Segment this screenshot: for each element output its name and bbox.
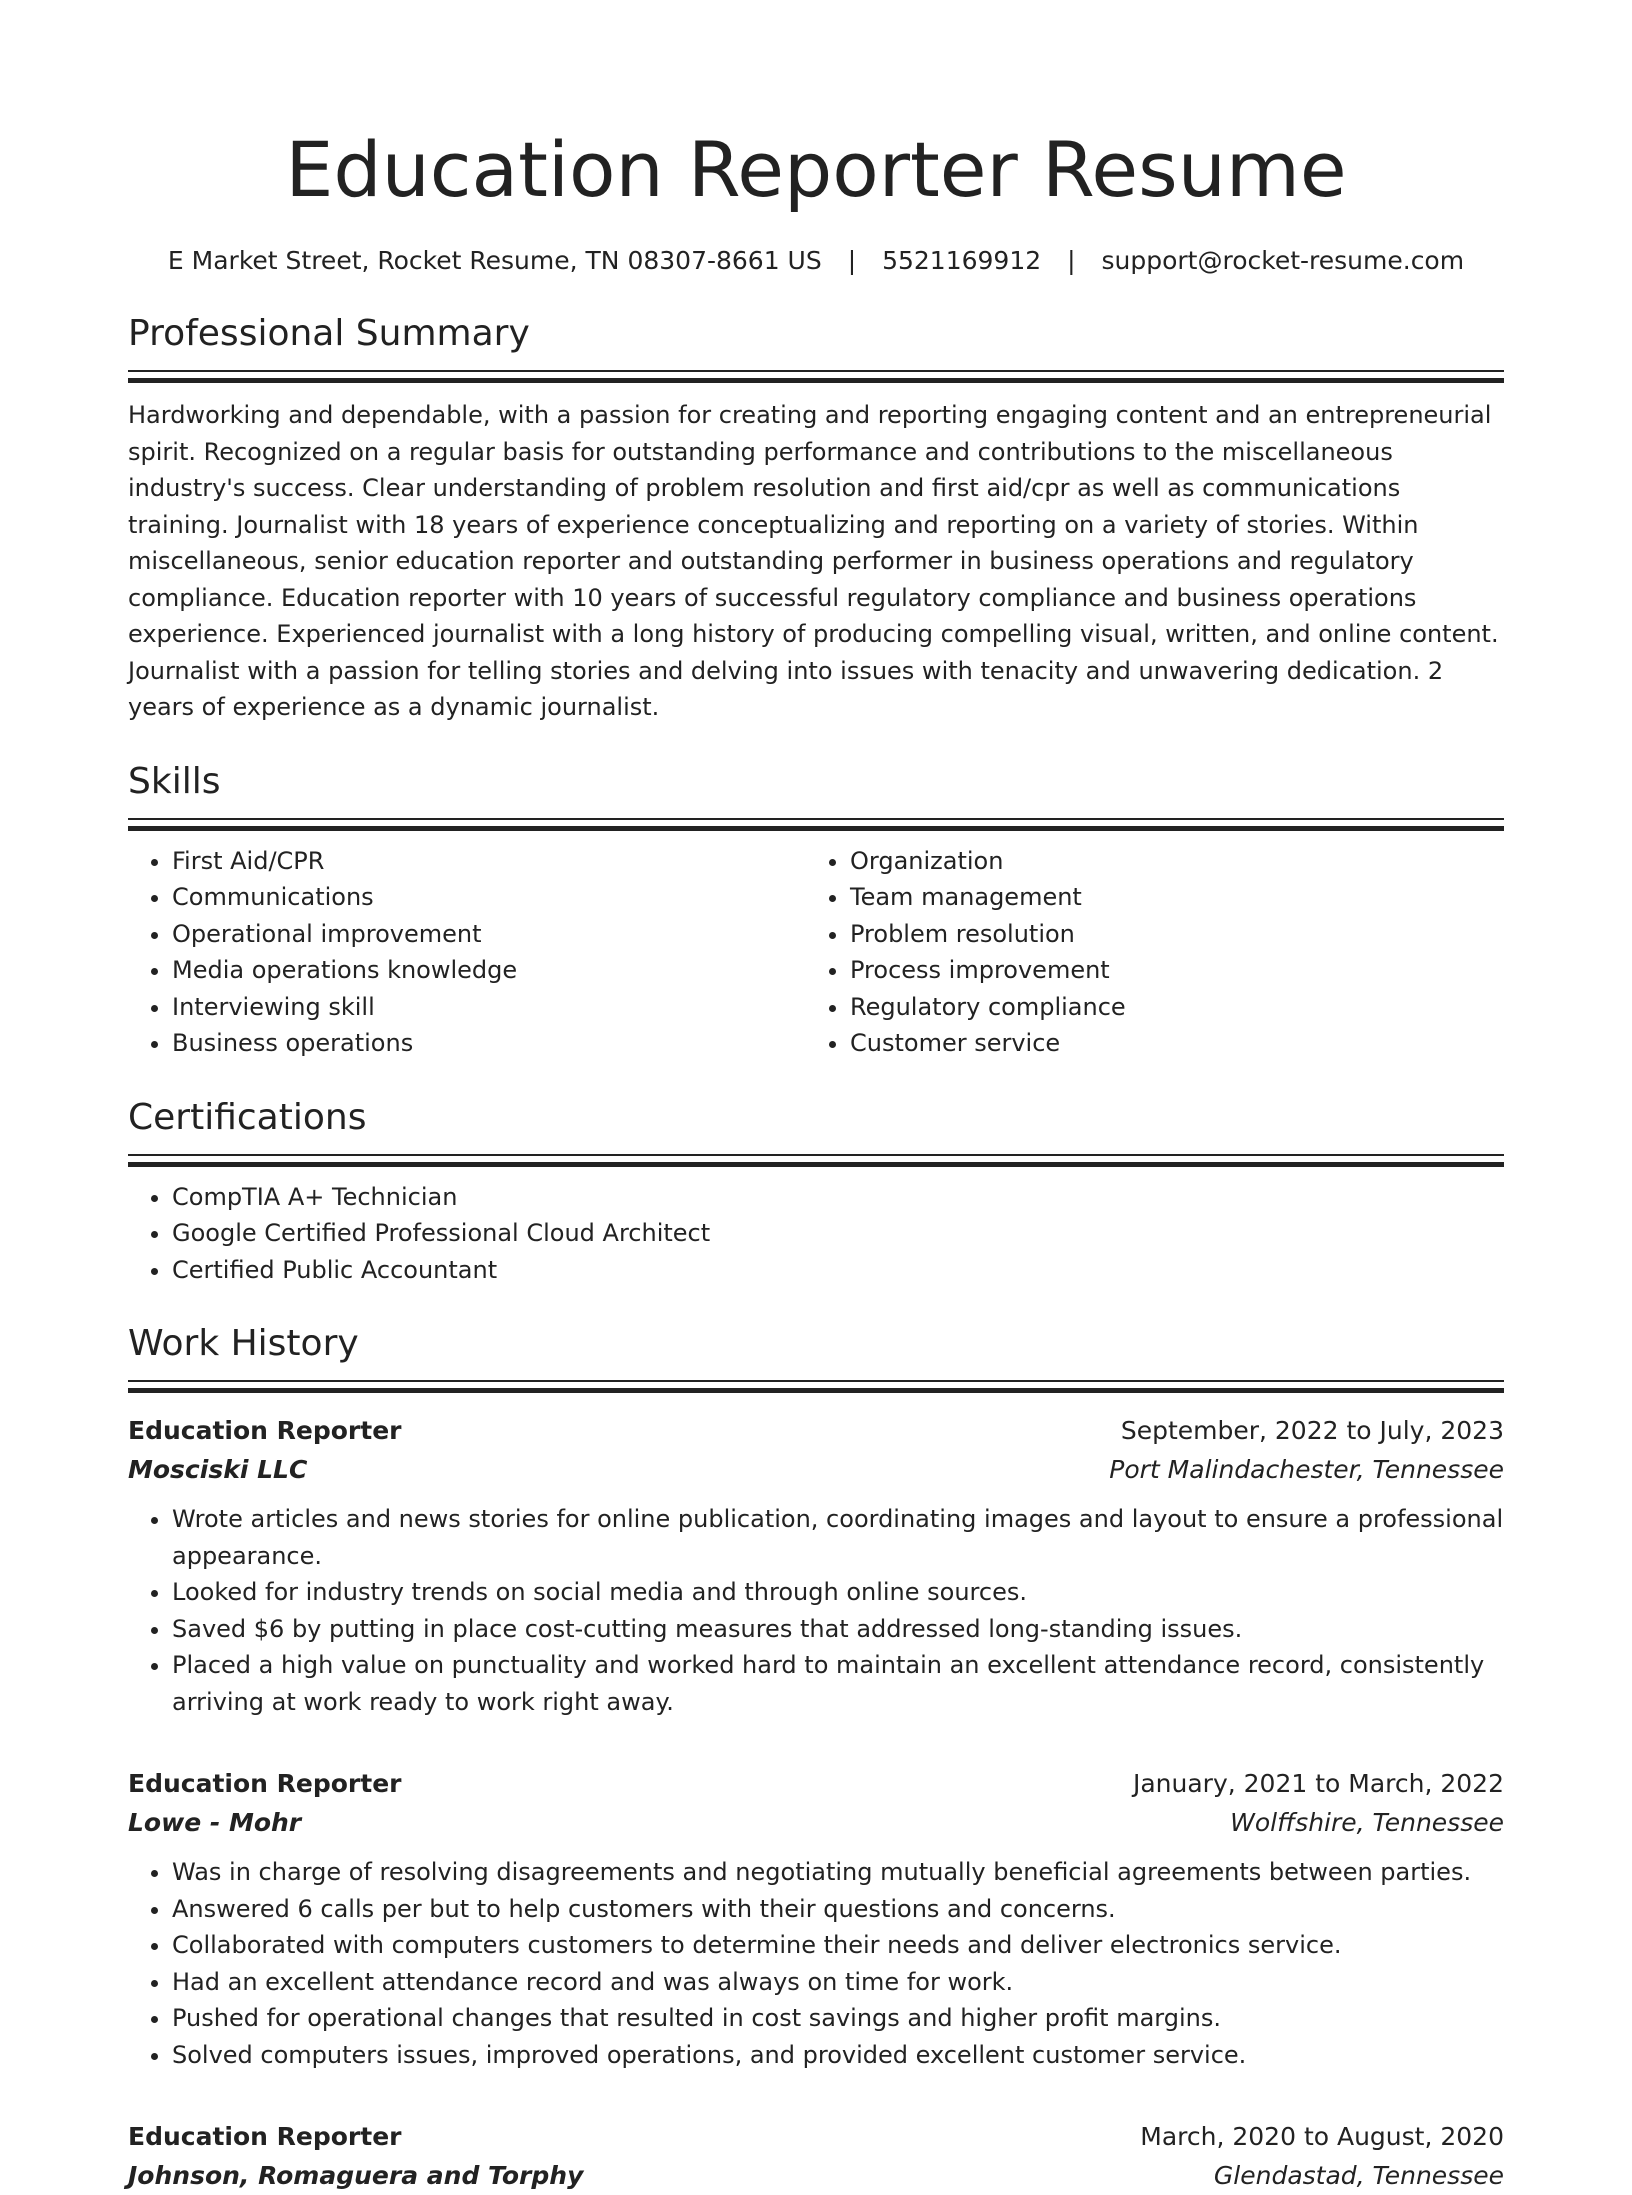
contact-email: support@rocket-resume.com — [1101, 246, 1465, 275]
work-history-section — [128, 1322, 1504, 2195]
job-company: Lowe - Mohr — [128, 1808, 302, 1837]
certifications-heading: Certifications — [128, 1096, 367, 1138]
job-title: Education Reporter — [128, 1416, 402, 1445]
contact-address: E Market Street, Rocket Resume, TN 08307-8661 US — [167, 246, 822, 275]
job-dates: March, 2020 to August, 2020 — [1140, 2122, 1504, 2151]
job-duty-item: • Looked for industry trends on social media and through online sources. — [172, 1574, 1504, 1611]
contact-phone: 5521169912 — [882, 246, 1042, 275]
job-entry — [128, 2117, 1504, 2195]
job-location: Wolffshire, Tennessee — [1230, 1808, 1504, 1837]
job-title: Education Reporter — [128, 2122, 402, 2151]
job-duties-list — [128, 1501, 1504, 1720]
contact-line — [128, 244, 1504, 278]
skill-item: • Media operations knowledge — [172, 952, 806, 989]
summary-section — [128, 312, 1504, 726]
job-company-row — [128, 1803, 1504, 1842]
skill-item: • Process improvement — [850, 952, 1484, 989]
job-duty-item: • Had an excellent attendance record and was always on time for work. — [172, 1964, 1504, 2001]
job-company-row — [128, 2156, 1504, 2195]
job-duties-list — [128, 1854, 1504, 2073]
certifications-section — [128, 1096, 1504, 1289]
job-duty-item: • Solved computers issues, improved operations, and provided excellent customer service. — [172, 2037, 1504, 2074]
job-company: Mosciski LLC — [128, 1455, 308, 1484]
work-history-heading: Work History — [128, 1323, 359, 1364]
skill-item: • Interviewing skill — [172, 989, 806, 1026]
summary-heading: Professional Summary — [128, 313, 530, 354]
job-duty-item: • Saved $6 by putting in place cost-cutting measures that addressed long-standing issues. — [172, 1611, 1504, 1648]
contact-separator: | — [847, 246, 857, 275]
section-divider — [128, 1154, 1504, 1167]
certification-item: • Google Certified Professional Cloud Architect — [172, 1215, 1504, 1252]
job-entry — [128, 1411, 1504, 1720]
skills-list-right — [806, 843, 1484, 1062]
section-divider — [128, 370, 1504, 383]
skill-item: • Operational improvement — [172, 916, 806, 953]
resume-title: Education Reporter Resume — [285, 125, 1347, 214]
contact-separator: | — [1067, 246, 1076, 275]
skill-item: • Team management — [850, 879, 1484, 916]
job-duty-item: • Pushed for operational changes that resulted in cost savings and higher profit margins. — [172, 2000, 1504, 2037]
skill-item: • Regulatory compliance — [850, 989, 1484, 1026]
job-dates: September, 2022 to July, 2023 — [1120, 1416, 1504, 1445]
skill-item: • Organization — [850, 843, 1484, 880]
summary-text: Hardworking and dependable, with a passion for creating and reporting engaging content and an entrepreneurial spirit. Recognized on a regular basis for outstanding performance and contributions to the miscellaneous industry's success. Clear understanding of problem resolution and first aid/cpr as well as communications training. Journalist with 18 years of experience conceptualizing and reporting on a variety of stories. Within miscellaneous, senior education reporter and outstanding performer in business operations and regulatory compliance. Education reporter with 10 years of successful regulatory compliance and business operations experience. Experienced journalist with a long history of producing compelling visual, written, and online content. Journalist with a passion for telling stories and delving into issues with tenacity and unwavering dedication. 2 years of experience as a dynamic journalist. — [128, 401, 1499, 721]
certification-item: • CompTIA A+ Technician — [172, 1179, 1504, 1216]
job-duty-item: • Placed a high value on punctuality and worked hard to maintain an excellent attendance record, consistently arriving at work ready to work right away. — [172, 1647, 1504, 1720]
skill-item: • First Aid/CPR — [172, 843, 806, 880]
job-header-row — [128, 1411, 1504, 1450]
job-company-row — [128, 1450, 1504, 1489]
job-duty-item: • Answered 6 calls per but to help customers with their questions and concerns. — [172, 1891, 1504, 1928]
skills-section — [128, 760, 1504, 1062]
section-divider — [128, 818, 1504, 831]
section-divider — [128, 1380, 1504, 1393]
skills-grid — [128, 831, 1504, 1062]
job-location: Glendastad, Tennessee — [1213, 2161, 1504, 2190]
job-header-row — [128, 1764, 1504, 1803]
job-header-row — [128, 2117, 1504, 2156]
job-location: Port Malindachester, Tennessee — [1109, 1455, 1504, 1484]
skill-item: • Problem resolution — [850, 916, 1484, 953]
job-duty-item: • Wrote articles and news stories for online publication, coordinating images and layout to ensure a professional appearance. — [172, 1501, 1504, 1574]
job-dates: January, 2021 to March, 2022 — [1132, 1769, 1504, 1798]
certification-item: • Certified Public Accountant — [172, 1252, 1504, 1289]
skill-item: • Customer service — [850, 1025, 1484, 1062]
job-company: Johnson, Romaguera and Torphy — [128, 2161, 584, 2190]
job-title: Education Reporter — [128, 1769, 402, 1798]
job-entry — [128, 1764, 1504, 2073]
skill-item: • Business operations — [172, 1025, 806, 1062]
job-duty-item: • Was in charge of resolving disagreements and negotiating mutually beneficial agreements between parties. — [172, 1854, 1504, 1891]
skill-item: • Communications — [172, 879, 806, 916]
skills-list-left — [128, 843, 806, 1062]
certifications-list — [128, 1179, 1504, 1289]
skills-heading: Skills — [128, 760, 221, 802]
job-duty-item: • Collaborated with computers customers to determine their needs and deliver electronics service. — [172, 1927, 1504, 1964]
